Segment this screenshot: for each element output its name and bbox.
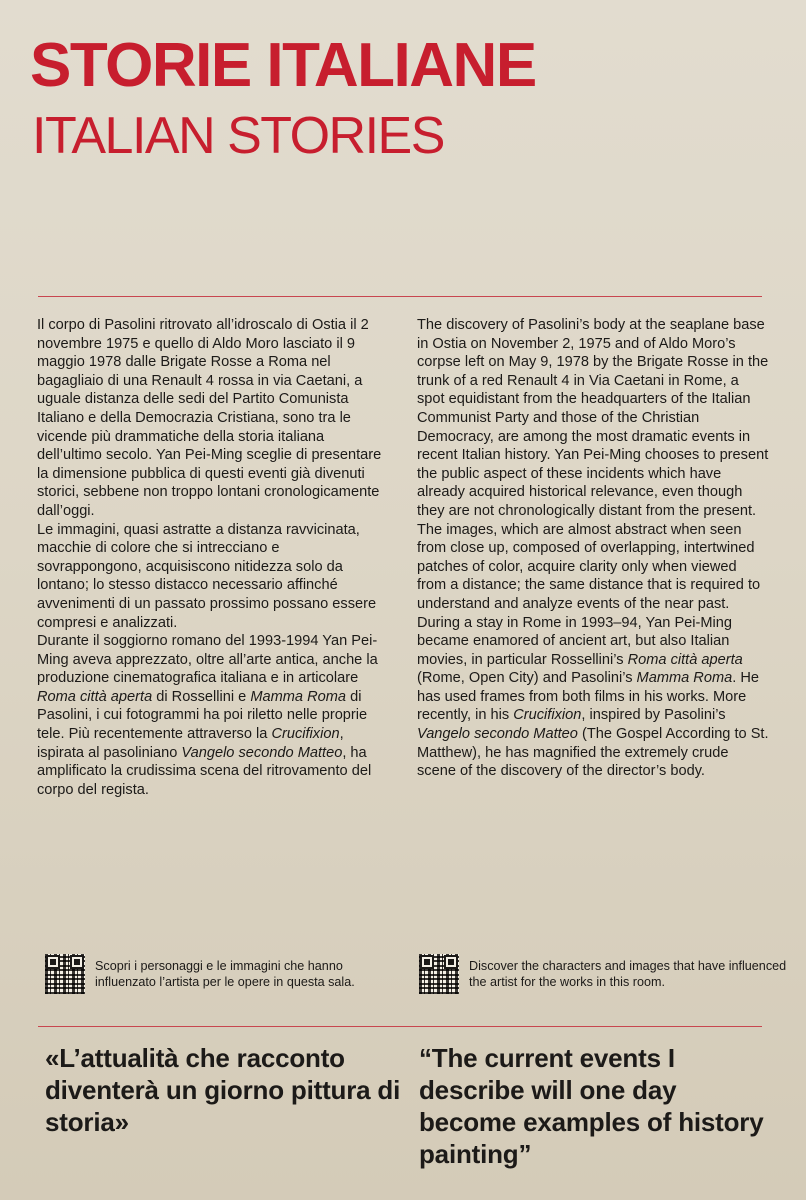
page-title-english: ITALIAN STORIES [32,107,444,165]
italian-paragraph-1: Il corpo di Pasolini ritrovato all’idroscalo di Ostia il 2 novembre 1975 e quello di Aldo Moro lasciato il 9 maggio 1978 dalle Brigate Rosse a Roma nel bagagliaio di una Renault 4 rossa in via Caetani, a uguale distanza delle sedi del Partito Comunista Italiano e della Democrazia Cristiana, sono tra le vicende più drammatiche della storia italiana dell’ultimo secolo. Yan Pei-Ming sceglie di presentare la dimensione pubblica di questi eventi già divenuti storici, sebbene non troppo lontani cronologicamente dall’oggi. [37,317,382,519]
italian-p3-text-a: Durante il soggiorno romano del 1993-1994 Yan Pei-Ming aveva apprezzato, oltre all’arte antica, anche la produzione cinematografica italiana e in articolare [37,633,378,687]
italian-work-title-crucifixion: Crucifixion [271,726,340,743]
english-paragraph-3 [417,614,769,781]
english-work-title-crucifixion: Crucifixion [513,707,582,724]
italian-p3-text-e: , ha amplificato la crudissima scena del ritrovamento del corpo del regista. [37,744,372,798]
english-p3-text-e: (The Gospel According to St. Matthew), he has magnified the extremely crude scene of the discovery of the director’s body. [417,726,769,780]
english-p3-text-d: , inspired by Pasolini’s [581,707,726,724]
italian-film-title-roma-citta-aperta: Roma città aperta [37,688,153,705]
bottom-divider [38,1026,762,1027]
english-p3-text-a: During a stay in Rome in 1993–94, Yan Pei-Ming became enamored of ancient art, but also Italian movies, in particular Rossellini’s [417,614,733,668]
english-body-column [417,316,769,781]
italian-qr-caption: Scopri i personaggi e le immagini che hanno influenzato l’artista per le opere in questa sala. [95,959,355,989]
italian-body-column [37,316,387,799]
english-p3-text-c: . He has used frames from both films in his works. More recently, in his [417,670,759,724]
english-quote: “The current events I describe will one day become examples of history painting” [419,1043,764,1169]
italian-quote: «L’attualità che racconto diventerà un giorno pittura di storia» [45,1043,401,1137]
english-qr-block [419,954,799,994]
english-qr-caption: Discover the characters and images that have influenced the artist for the works in this room. [469,959,787,989]
italian-film-title-mamma-roma: Mamma Roma [250,688,347,705]
english-film-title-vangelo: Vangelo secondo Matteo [417,726,578,743]
qr-code-icon[interactable] [45,954,85,994]
italian-p3-text-d: , ispirata al pasoliniano [37,726,344,761]
italian-p3-text-b: di Rossellini e [152,688,251,705]
qr-code-icon[interactable] [419,954,459,994]
english-paragraph-2: The images, which are almost abstract when seen from close up, composed of overlapping, intertwined patches of color, acquire clarity only when viewed from a distance; the same distance that is required to understand and analyze events of the near past. [417,521,761,612]
english-paragraph-1: The discovery of Pasolini’s body at the seaplane base in Ostia on November 2, 1975 and of Aldo Moro’s corpse left on May 9, 1978 by the Brigate Rosse in the trunk of a red Renault 4 in Via Caetani in Rome, a spot equidistant from the headquarters of the Italian Communist Party and those of the Christian Democracy, are among the most dramatic events in recent Italian history. Yan Pei-Ming chooses to present the public aspect of these incidents which have already acquired historical relevance, even though they are not chronologically distant from the present. [417,317,769,519]
italian-p3-text-c: di Pasolini, i cui fotogrammi ha poi riletto nelle proprie tele. Più recentemente attraverso la [37,688,368,743]
italian-paragraph-2: Le immagini, quasi astratte a distanza ravvicinata, macchie di colore che si intrecciano e sovrappongono, acquisiscono nitidezza solo da lontano; lo stesso distacco necessario affinché avvenimenti di un passato prossimo possano essere compresi e analizzati. [37,521,377,631]
english-film-title-mamma-roma: Mamma Roma [636,670,733,687]
english-film-title-roma-citta-aperta: Roma città aperta [627,651,743,668]
english-p3-text-b: (Rome, Open City) and Pasolini’s [417,670,637,687]
italian-paragraph-3 [37,632,387,799]
page-title-italian: STORIE ITALIANE [30,31,536,100]
italian-film-title-vangelo: Vangelo secondo Matteo [181,744,343,761]
italian-qr-block [45,954,395,994]
top-divider [38,296,762,297]
